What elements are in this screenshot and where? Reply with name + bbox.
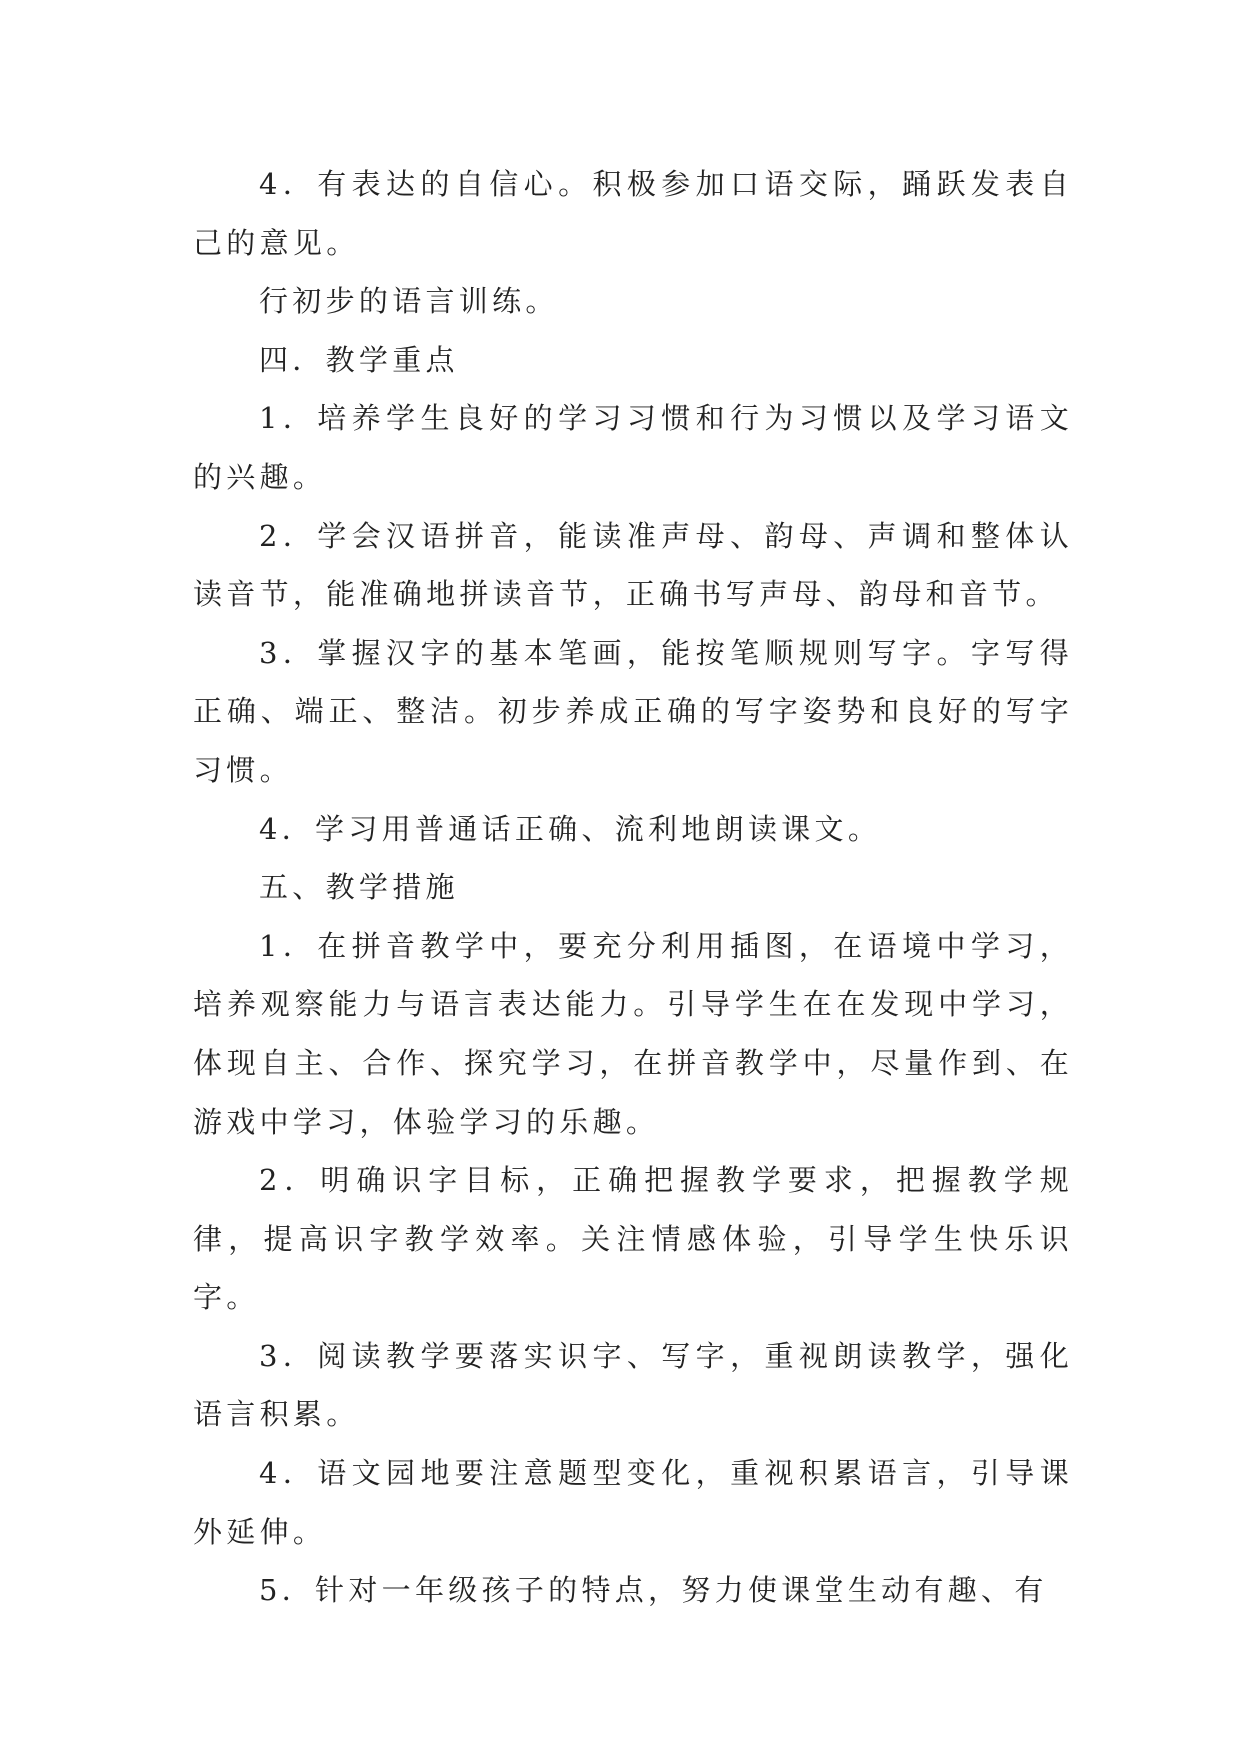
section-heading-teaching-focus: 四．教学重点 [259, 342, 459, 377]
paragraph-measure-1: 1．在拼音教学中，要充分利用插图，在语境中学习，培养观察能力与语言表达能力。引导学生在在发现中学习，体现自主、合作、探究学习，在拼音教学中，尽量作到、在游戏中学习，体验学习的乐趣。 [193, 928, 1073, 1139]
paragraph-language-training: 行初步的语言训练。 [259, 284, 559, 319]
paragraph-goal-4: 4．有表达的自信心。积极参加口语交际，踊跃发表自己的意见。 [193, 167, 1073, 260]
paragraph-measure-3: 3．阅读教学要落实识字、写字，重视朗读教学，强化语言积累。 [193, 1338, 1073, 1432]
paragraph-focus-3: 3．掌握汉字的基本笔画，能按笔顺规则写字。字写得正确、端正、整洁。初步养成正确的写字姿势和良好的写字习惯。 [193, 635, 1073, 787]
paragraph-focus-4: 4．学习用普通话正确、流利地朗读课文。 [259, 811, 882, 846]
paragraph-measure-5: 5．针对一年级孩子的特点，努力使课堂生动有趣、有 [259, 1573, 1048, 1608]
section-heading-teaching-measures: 五、教学措施 [259, 870, 459, 905]
document-body [193, 155, 1073, 1620]
paragraph-measure-4: 4．语文园地要注意题型变化，重视积累语言，引导课外延伸。 [193, 1456, 1073, 1549]
paragraph-measure-2: 2．明确识字目标，正确把握教学要求，把握教学规律，提高识字教学效率。关注情感体验，引导学生快乐识字。 [193, 1163, 1073, 1315]
paragraph-focus-2: 2．学会汉语拼音，能读准声母、韵母、声调和整体认读音节，能准确地拼读音节，正确书写声母、韵母和音节。 [193, 518, 1073, 612]
paragraph-focus-1: 1．培养学生良好的学习习惯和行为习惯以及学习语文的兴趣。 [193, 401, 1073, 494]
